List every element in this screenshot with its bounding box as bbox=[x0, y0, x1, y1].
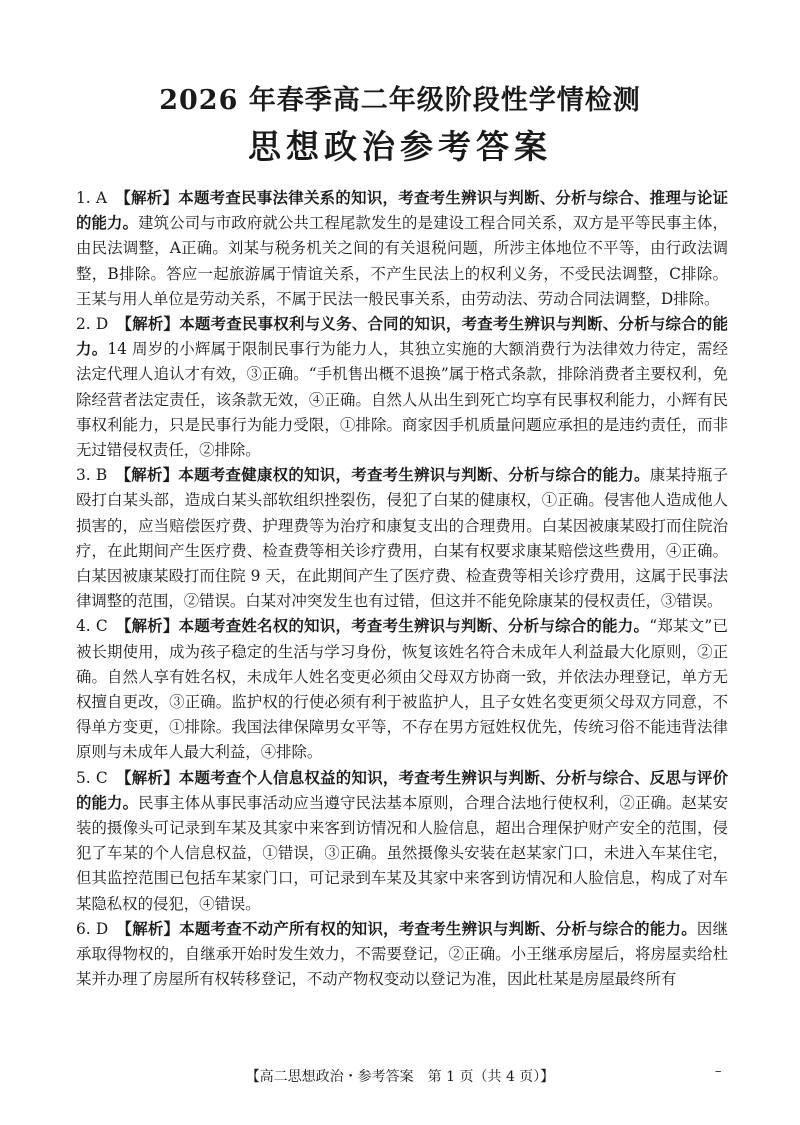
answer-item bbox=[76, 917, 728, 993]
corner-mark: – bbox=[715, 1064, 722, 1079]
answer-body: 14 周岁的小辉属于限制民事行为能力人，其独立实施的大额消费行为法律效力待定，需经法定代理人追认才有效，③正确。“手机售出概不退换”属于格式条款，排除消费者主要权利，免除经营者法定责任，该条款无效，④正确。自然人从出生到死亡均享有民事权利能力，小辉有民事权利能力，只是民事行为能力受限，①排除。商家因手机质量问题应承担的是违约责任，而非无过错侵权责任，②排除。 bbox=[76, 340, 728, 460]
answer-heading: 【解析】本题考查不动产所有权的知识，考查考生辨识与判断、分析与综合的能力。 bbox=[124, 919, 697, 938]
answer-body: “郑某文”已被长期使用，成为孩子稳定的生活与学习身份，恢复该姓名符合未成年人利益最大化原则，②正确。自然人享有姓名权，未成年人姓名变更必须由父母双方协商一致，并依法办理登记，单方无权擅自更改，③正确。监护权的行使必须有利于被监护人，且子女姓名变更须父母双方同意，不得单方变更，①排除。我国法律保障男女平等，不存在男方冠姓权优先，传统习俗不能违背法律原则与未成年人最大利益，④排除。 bbox=[76, 617, 728, 762]
answer-label: 6. D bbox=[76, 919, 109, 938]
answer-label: 5. C bbox=[76, 768, 108, 787]
answer-list bbox=[76, 186, 728, 993]
exam-title: 2026 年春季高二年级阶段性学情检测 bbox=[159, 85, 641, 116]
answer-item bbox=[76, 312, 728, 463]
answer-heading: 【解析】本题考查健康权的知识，考查考生辨识与判断、分析与综合的能力。 bbox=[123, 466, 650, 485]
answer-label: 1. A bbox=[76, 189, 108, 207]
answer-label: 2. D bbox=[76, 315, 109, 334]
answer-body: 因继承取得物权的，自继承开始时发生效力，不需要登记，②正确。小王继承房屋后，将房屋卖给杜某并办理了房屋所有权转移登记，不动产物权变动以登记为准，因此杜某是房屋最终所有 bbox=[76, 919, 728, 989]
answer-body: 民事主体从事民事活动应当遵守民法基本原则，合理合法地行使权利，②正确。赵某安装的摄像头可记录到车某及其家中来客到访情况和人脸信息，超出合理保护财产安全的范围，侵犯了车某的个人信息权益，①错误，③正确。虽然摄像头安装在赵某家门口，未进入车某住宅，但其监控范围已包括车某家门口，可记录到车某及其家中来客到访情况和人脸信息，构成了对车某隐私权的侵犯，④错误。 bbox=[76, 793, 728, 913]
answer-label: 4. C bbox=[76, 617, 108, 636]
answer-title: 思想政治参考答案 bbox=[248, 127, 552, 166]
answer-body: 建筑公司与市政府就公共工程尾款发生的是建设工程合同关系，双方是平等民事主体，由民法调整，A正确。刘某与税务机关之间的有关退税问题，所涉主体地位不平等，由行政法调整，B排除。答应一起旅游属于情谊关系，不产生民法上的权利义务，不受民法调整，C排除。王某与用人单位是劳动关系，不属于民法一般民事关系，由劳动法、劳动合同法调整，D排除。 bbox=[76, 214, 728, 308]
page-footer: 【高二思想政治・参考答案 第 1 页（共 4 页）】 bbox=[245, 1069, 555, 1085]
answer-body: 康某持瓶子殴打白某头部，造成白某头部软组织挫裂伤，侵犯了白某的健康权，①正确。侵害他人造成他人损害的，应当赔偿医疗费、护理费等为治疗和康复支出的合理费用。白某因被康某殴打而住院治疗，在此期间产生医疗费、检查费等相关诊疗费用，白某有权要求康某赔偿这些费用，④正确。白某因被康某殴打而住院 9 天，在此期间产生了医疗费、检查费等相关诊疗费用，这属于民事法律调整的范围，②错误。白某对冲突发生也有过错，但这并不能免除康某的侵权责任，③错误。 bbox=[76, 466, 728, 611]
answer-heading: 【解析】本题考查个人信息权益的知识，考查考生辨识与判断、分析与综合、反思与评价的能力。 bbox=[76, 768, 728, 812]
answer-label: 3. B bbox=[76, 466, 108, 485]
answer-heading: 【解析】本题考查民事法律关系的知识，考查考生辨识与判断、分析与综合、推理与论证的能力。 bbox=[76, 189, 728, 233]
answer-heading: 【解析】本题考查姓名权的知识，考查考生辨识与判断、分析与综合的能力。 bbox=[123, 617, 650, 636]
answer-item bbox=[76, 463, 728, 614]
answer-item bbox=[76, 186, 728, 312]
answer-item bbox=[76, 766, 728, 917]
answer-heading: 【解析】本题考查民事权利与义务、合同的知识，考查考生辨识与判断、分析与综合的能力。 bbox=[76, 315, 728, 359]
answer-item bbox=[76, 614, 728, 765]
